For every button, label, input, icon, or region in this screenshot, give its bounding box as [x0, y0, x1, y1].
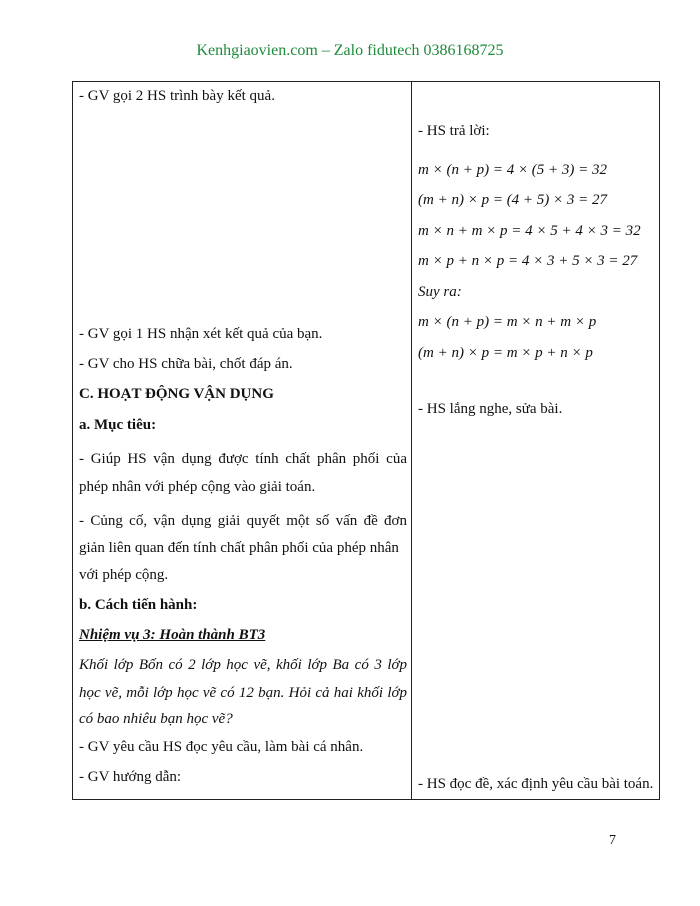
- lesson-table: [72, 81, 660, 800]
- problem-line3: có bao nhiêu bạn học vẽ?: [79, 711, 233, 727]
- student-answer-intro: - HS trả lời:: [418, 123, 490, 139]
- problem-line1: Khối lớp Bốn có 2 lớp học vẽ, khối lớp Ba có 3 lớp: [79, 657, 407, 673]
- objective-1-line2: phép nhân với phép cộng vào giải toán.: [79, 479, 316, 495]
- conclusion-label: Suy ra:: [418, 284, 462, 300]
- objective-heading: a. Mục tiêu:: [79, 417, 157, 433]
- teacher-line-correct: - GV cho HS chữa bài, chốt đáp án.: [79, 356, 293, 372]
- column-divider: [411, 82, 412, 799]
- page-number: 7: [609, 833, 616, 848]
- header-site: Kenhgiaovien.com: [196, 42, 318, 59]
- objective-1-line1: - Giúp HS vận dụng được tính chất phân phối của: [79, 451, 407, 467]
- equation-2: (m + n) × p = (4 + 5) × 3 = 27: [418, 192, 608, 208]
- distributive-rule-1: m × (n + p) = m × n + m × p: [418, 314, 597, 330]
- procedure-heading: b. Cách tiến hành:: [79, 597, 198, 613]
- distributive-rule-2: (m + n) × p = m × p + n × p: [418, 345, 593, 361]
- instruction-line2: - GV hướng dẫn:: [79, 769, 182, 785]
- equation-1: m × (n + p) = 4 × (5 + 3) = 32: [418, 162, 608, 178]
- section-title: C. HOẠT ĐỘNG VẬN DỤNG: [79, 386, 274, 402]
- objective-2-line2: giản liên quan đến tính chất phân phối của phép nhân: [79, 540, 399, 556]
- task-title: Nhiệm vụ 3: Hoàn thành BT3: [79, 627, 266, 643]
- objective-2-line1: - Củng cố, vận dụng giải quyết một số vấn đề đơn: [79, 513, 407, 529]
- equation-3: m × n + m × p = 4 × 5 + 4 × 3 = 32: [418, 223, 641, 239]
- teacher-line-review: - GV gọi 1 HS nhận xét kết quả của bạn.: [79, 326, 323, 342]
- problem-line2: học vẽ, mỗi lớp học vẽ có 12 bạn. Hỏi cả hai khối lớp: [79, 685, 407, 701]
- objective-2-line3: với phép cộng.: [79, 567, 169, 583]
- instruction-line1: - GV yêu cầu HS đọc yêu cầu, làm bài cá nhân.: [79, 739, 364, 755]
- header-contact: Zalo fidutech 0386168725: [333, 42, 504, 59]
- page-header: [0, 42, 700, 60]
- student-listen-line: - HS lắng nghe, sửa bài.: [418, 401, 563, 417]
- header-separator: –: [317, 42, 334, 59]
- student-read-task-line: - HS đọc đề, xác định yêu cầu bài toán.: [418, 776, 654, 792]
- equation-4: m × p + n × p = 4 × 3 + 5 × 3 = 27: [418, 253, 638, 269]
- teacher-line-present: - GV gọi 2 HS trình bày kết quả.: [79, 88, 275, 104]
